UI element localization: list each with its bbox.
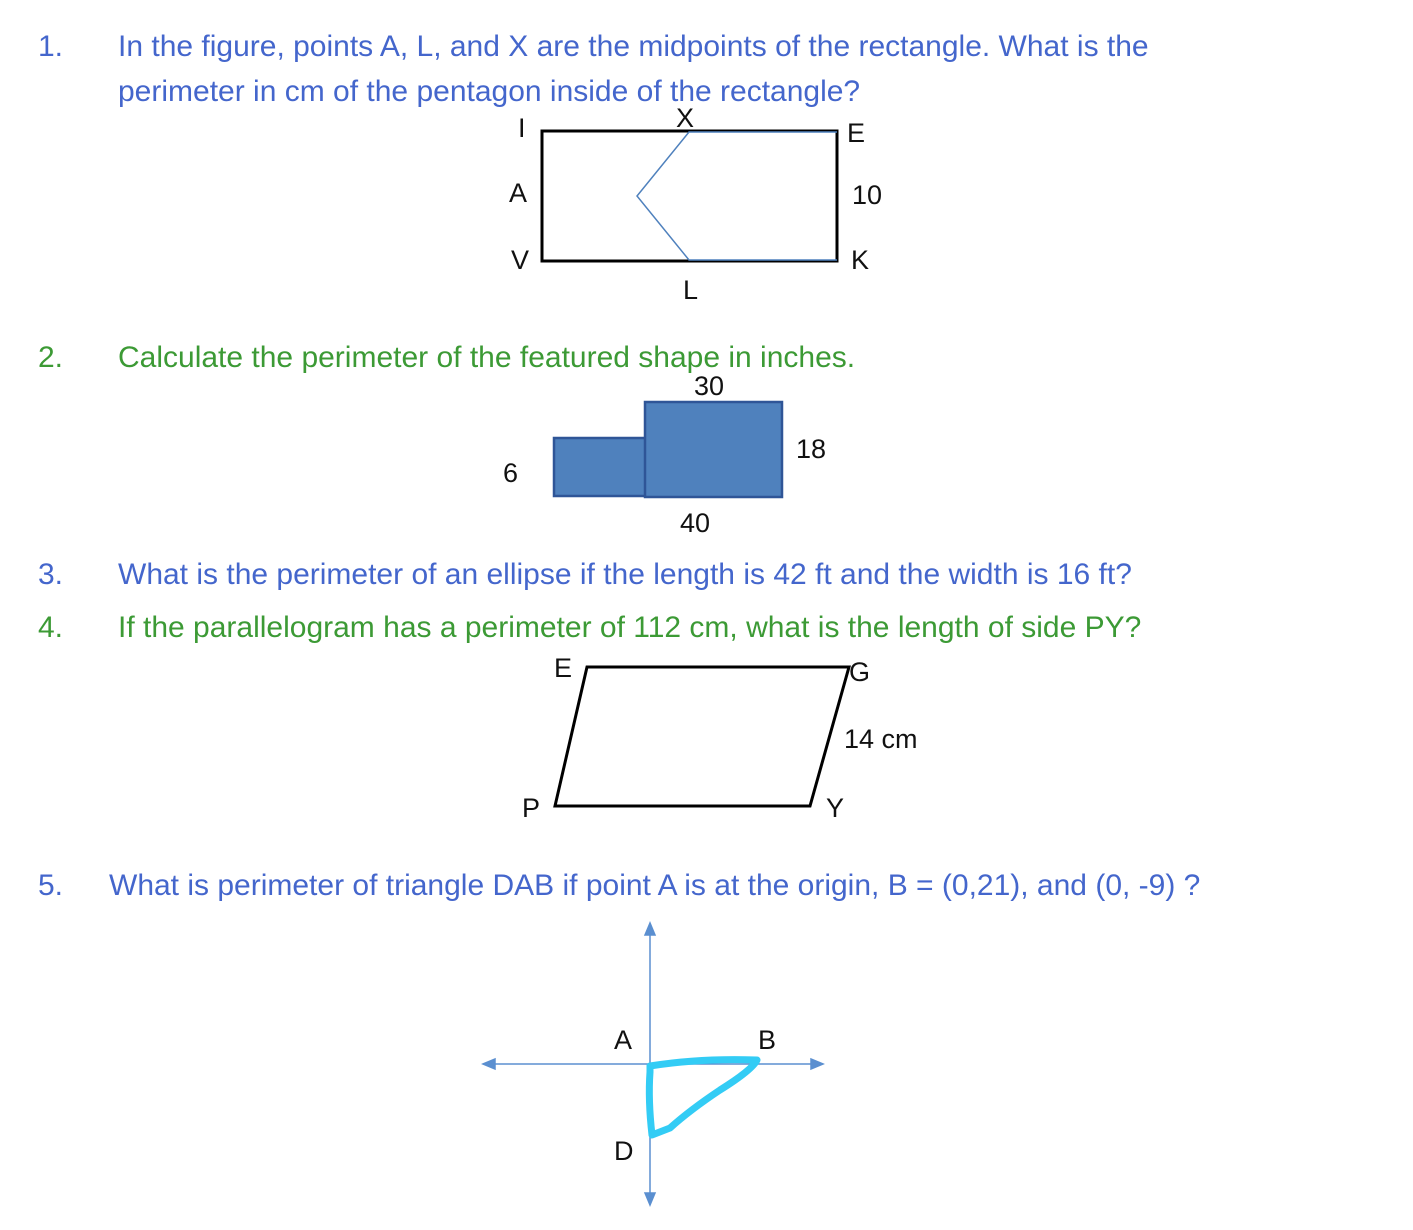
q2-text: Calculate the perimeter of the featured shape in inches. xyxy=(118,341,856,374)
label-14cm: 14 cm xyxy=(844,724,918,754)
composite-shape-figure xyxy=(554,402,782,497)
label-e: E xyxy=(847,118,866,148)
q1-text-line2: perimeter in cm of the pentagon inside of the rectangle? xyxy=(118,75,861,108)
label-g: G xyxy=(849,657,871,687)
label-e-para: E xyxy=(554,653,573,683)
parallelogram xyxy=(555,667,849,806)
q1-number: 1. xyxy=(38,30,64,63)
label-l: L xyxy=(683,275,699,305)
rectangle-ivke xyxy=(542,131,837,261)
rectangle-figure xyxy=(542,131,837,261)
label-b-point: B xyxy=(758,1025,777,1055)
label-a-point: A xyxy=(614,1025,633,1055)
label-y: Y xyxy=(826,793,845,823)
label-d-point: D xyxy=(614,1136,634,1166)
label-side-10: 10 xyxy=(852,180,883,210)
label-k: K xyxy=(851,245,870,275)
pentagon xyxy=(637,132,837,260)
label-40: 40 xyxy=(680,508,711,538)
label-i: I xyxy=(518,113,526,143)
label-18: 18 xyxy=(796,434,827,464)
q1-text-line1: In the figure, points A, L, and X are the midpoints of the rectangle. What is the xyxy=(118,30,1149,63)
label-a: A xyxy=(509,178,528,208)
label-v: V xyxy=(511,245,530,275)
triangle-dab xyxy=(649,1060,757,1135)
q4-number: 4. xyxy=(38,611,64,644)
q3-text: What is the perimeter of an ellipse if the length is 42 ft and the width is 16 ft? xyxy=(118,558,1132,591)
q5-text: What is perimeter of triangle DAB if point A is at the origin, B = (0,21), and (0, -9) ? xyxy=(109,869,1201,902)
q5-number: 5. xyxy=(38,869,64,902)
large-rectangle xyxy=(645,402,782,497)
label-30: 30 xyxy=(694,371,725,401)
q2-number: 2. xyxy=(38,341,64,374)
label-p: P xyxy=(522,793,541,823)
q4-text: If the parallelogram has a perimeter of 112 cm, what is the length of side PY? xyxy=(118,611,1142,644)
small-rectangle xyxy=(554,438,648,496)
q3-number: 3. xyxy=(38,558,64,591)
label-6: 6 xyxy=(503,458,519,488)
label-x: X xyxy=(676,103,695,133)
